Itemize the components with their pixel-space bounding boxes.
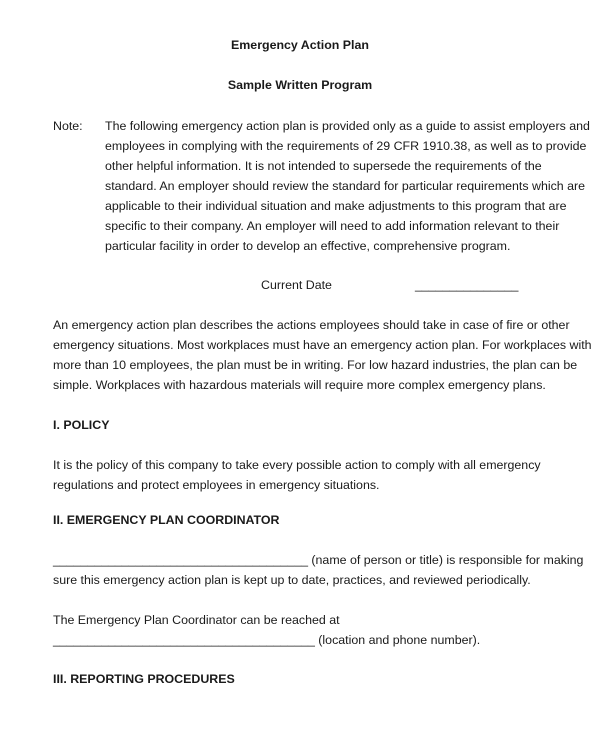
- note-line: standard. An employer should review the standard for particular requirements which are: [105, 179, 586, 193]
- current-date-label: Current Date: [261, 278, 332, 292]
- note-label: Note:: [53, 119, 83, 133]
- coordinator-line: ______________________________________ (location and phone number).: [53, 633, 481, 647]
- coordinator-heading: II. EMERGENCY PLAN COORDINATOR: [53, 513, 280, 527]
- intro-line: emergency situations. Most workplaces must have an emergency action plan. For workplaces with: [53, 338, 592, 352]
- coordinator-line: sure this emergency action plan is kept up to date, practices, and reviewed periodically.: [53, 573, 531, 587]
- note-line: The following emergency action plan is provided only as a guide to assist employers and: [105, 119, 590, 133]
- intro-line: simple. Workplaces with hazardous materials will require more complex emergency plans.: [53, 378, 546, 392]
- note-line: particular facility in order to develop an effective, comprehensive program.: [105, 239, 511, 253]
- note-line: other helpful information. It is not intended to supersede the requirements of the: [105, 159, 542, 173]
- note-line: applicable to their individual situation and make adjustments to this program that are: [105, 199, 567, 213]
- note-line: employees in complying with the requirements of 29 CFR 1910.38, as well as to provide: [105, 139, 587, 153]
- coordinator-line: _____________________________________ (name of person or title) is responsible for making: [53, 553, 584, 567]
- document-subtitle: Sample Written Program: [227, 78, 373, 92]
- current-date-blank: _______________: [415, 278, 519, 292]
- reporting-heading: III. REPORTING PROCEDURES: [53, 672, 235, 686]
- coordinator-line: The Emergency Plan Coordinator can be reached at: [53, 613, 340, 627]
- document-title: Emergency Action Plan: [231, 38, 369, 52]
- note-line: specific to their company. An employer will need to add information relevant to their: [105, 219, 560, 233]
- policy-heading: I. POLICY: [53, 418, 110, 432]
- intro-line: An emergency action plan describes the actions employees should take in case of fire or other: [53, 318, 570, 332]
- policy-line: regulations and protect employees in emergency situations.: [53, 478, 380, 492]
- policy-line: It is the policy of this company to take every possible action to comply with all emergency: [53, 458, 541, 472]
- intro-line: more than 10 employees, the plan must be in writing. For low hazard industries, the plan can be: [53, 358, 578, 372]
